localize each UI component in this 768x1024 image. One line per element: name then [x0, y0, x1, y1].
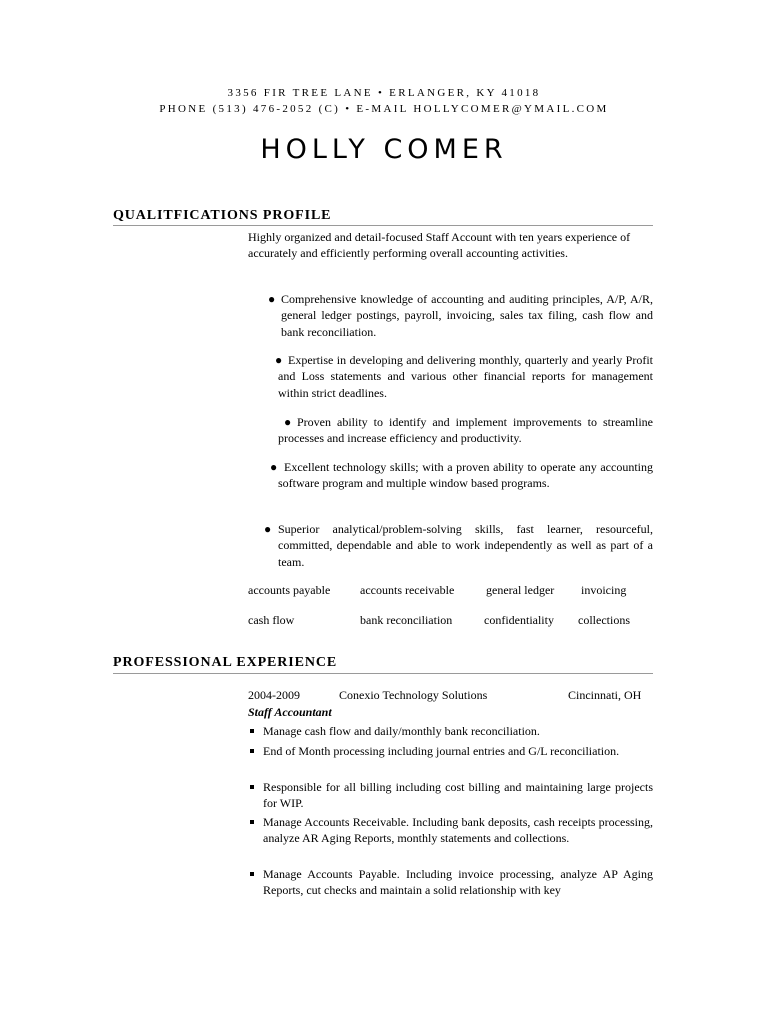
qualification-bullet: Proven ability to identify and implement improvements to streamline processes and increase efficiency and productivity.: [278, 415, 653, 446]
bullet-dot-icon: ●: [264, 522, 272, 536]
bullet-dot-icon: ●: [270, 460, 278, 474]
square-bullet-icon: [250, 872, 254, 876]
square-bullet-icon: [250, 749, 254, 753]
experience-section-title: PROFESSIONAL EXPERIENCE: [113, 655, 338, 670]
qualification-bullet: Excellent technology skills; with a proven ability to operate any accounting software program and multiple window based programs.: [278, 460, 653, 491]
bullet-dot-icon: ●: [275, 353, 283, 367]
keyword: invoicing: [581, 583, 627, 597]
address-line: 3356 FIR TREE LANE • ERLANGER, KY 41018: [227, 87, 541, 99]
candidate-name: HOLLY COMER: [260, 134, 508, 165]
keyword: collections: [578, 613, 630, 627]
qualification-bullet: Superior analytical/problem-solving skills, fast learner, resourceful, committed, dependable and able to work independently as well as part of a team.: [278, 522, 653, 569]
experience-divider: [113, 673, 653, 674]
job-duty: Manage Accounts Payable. Including invoice processing, analyze AP Aging Reports, cut checks and maintain a solid relationship with key: [263, 867, 653, 898]
job-years: 2004-2009: [248, 688, 300, 702]
job-duty: Manage cash flow and daily/monthly bank reconciliation.: [263, 724, 540, 738]
qualification-bullet: Comprehensive knowledge of accounting and auditing principles, A/P, A/R, general ledger postings, payroll, invoicing, sales tax filing, cash flow and bank reconciliation.: [281, 292, 653, 339]
square-bullet-icon: [250, 785, 254, 789]
qualifications-summary: Highly organized and detail-focused Staff Account with ten years experience of accurately and efficiently performing overall accounting activities.: [248, 230, 631, 261]
keyword: accounts receivable: [360, 583, 455, 597]
square-bullet-icon: [250, 820, 254, 824]
job-role: Staff Accountant: [248, 705, 332, 719]
keyword: confidentiality: [484, 613, 554, 627]
job-company: Conexio Technology Solutions: [339, 688, 488, 702]
job-duty: End of Month processing including journal entries and G/L reconciliation.: [263, 744, 620, 758]
square-bullet-icon: [250, 729, 254, 733]
contact-line: PHONE (513) 476-2052 (C) • E-MAIL HOLLYCOMER@YMAIL.COM: [159, 103, 609, 115]
job-duty: Manage Accounts Receivable. Including bank deposits, cash receipts processing, analyze AR Aging Reports, monthly statements and collections.: [263, 815, 653, 846]
keyword: cash flow: [248, 613, 295, 627]
bullet-dot-icon: ●: [268, 292, 276, 306]
qualifications-section-title: QUALITFICATIONS PROFILE: [113, 208, 332, 223]
qualifications-divider: [113, 225, 653, 226]
job-location: Cincinnati, OH: [568, 688, 642, 702]
job-duty: Responsible for all billing including cost billing and maintaining large projects for WIP.: [263, 780, 653, 811]
bullet-dot-icon: ●: [284, 415, 292, 429]
qualification-bullet: Expertise in developing and delivering monthly, quarterly and yearly Profit and Loss statements and various other financial reports for management within strict deadlines.: [278, 353, 653, 400]
keyword: bank reconciliation: [360, 613, 453, 627]
keyword: general ledger: [486, 583, 555, 597]
keyword: accounts payable: [248, 583, 331, 597]
